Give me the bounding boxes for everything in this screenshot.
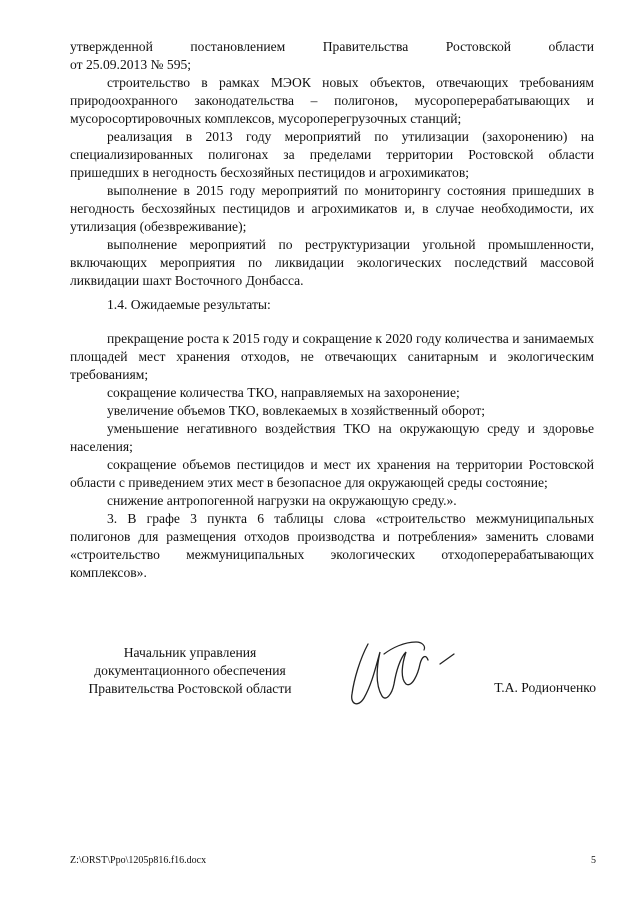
paragraph: снижение антропогенной нагрузки на окружающую среду.». [107, 493, 457, 508]
signatory-title [70, 644, 310, 698]
signatory-line: Начальник управления [123, 645, 257, 660]
body-block-2 [70, 330, 594, 582]
signatory-name: Т.А. Родионченко [494, 680, 596, 695]
paragraph: реализация в 2013 году мероприятий по утилизации (захоронению) на специализированных полигонах за пределами территории Ростовской области пришедших в негодность бесхозяйных пестицидов и агрохимикатов; [70, 129, 594, 180]
paragraph: сокращение количества ТКО, направляемых на захоронение; [107, 385, 460, 400]
paragraph: 3. В графе 3 пункта 6 таблицы слова «строительство межмуниципальных полигонов для размещения отходов производства и потребления» заменить словами «строительство межмуниципальных экологических отходоперерабатывающих комплексов». [70, 511, 594, 580]
section-heading: 1.4. Ожидаемые результаты: [107, 297, 271, 312]
file-path: Z:\ORST\Ppo\1205p816.f16.docx [70, 855, 207, 866]
paragraph: уменьшение негативного воздействия ТКО на окружающую среду и здоровье населения; [70, 421, 594, 454]
handwritten-signature [340, 624, 460, 714]
paragraph: строительство в рамках МЭОК новых объектов, отвечающих требованиям природоохранного законодательства – полигонов, мусороперерабатывающих и мусоросортировочных комплексов, мусороперегрузочных станций; [70, 75, 594, 126]
paragraph: прекращение роста к 2015 году и сокращение к 2020 году количества и занимаемых площадей мест хранения отходов, не отвечающих санитарным и экологическим требованиям; [70, 331, 594, 382]
page-number: 5 [591, 855, 596, 866]
signatory-line: документационного обеспечения [94, 663, 286, 678]
paragraph: выполнение в 2015 году мероприятий по мониторингу состояния пришедших в негодность бесхозяйных пестицидов и агрохимикатов и, в случае необходимости, их утилизация (обезвреживание); [70, 183, 594, 234]
paragraph: от 25.09.2013 № 595; [70, 57, 192, 72]
paragraph: выполнение мероприятий по реструктуризации угольной промышленности, включающих мероприятия по ликвидации экологических последствий массовой ликвидации шахт Восточного Донбасса. [70, 237, 594, 288]
body-block-1 [70, 38, 594, 290]
signatory-line: Правительства Ростовской области [88, 681, 292, 696]
paragraph: утвержденной постановлением Правительства Ростовской области [70, 39, 594, 54]
paragraph: сокращение объемов пестицидов и мест их хранения на территории Ростовской области с приведением этих мест в безопасное для окружающей среды состояние; [70, 457, 594, 490]
paragraph: увеличение объемов ТКО, вовлекаемых в хозяйственный оборот; [107, 403, 486, 418]
